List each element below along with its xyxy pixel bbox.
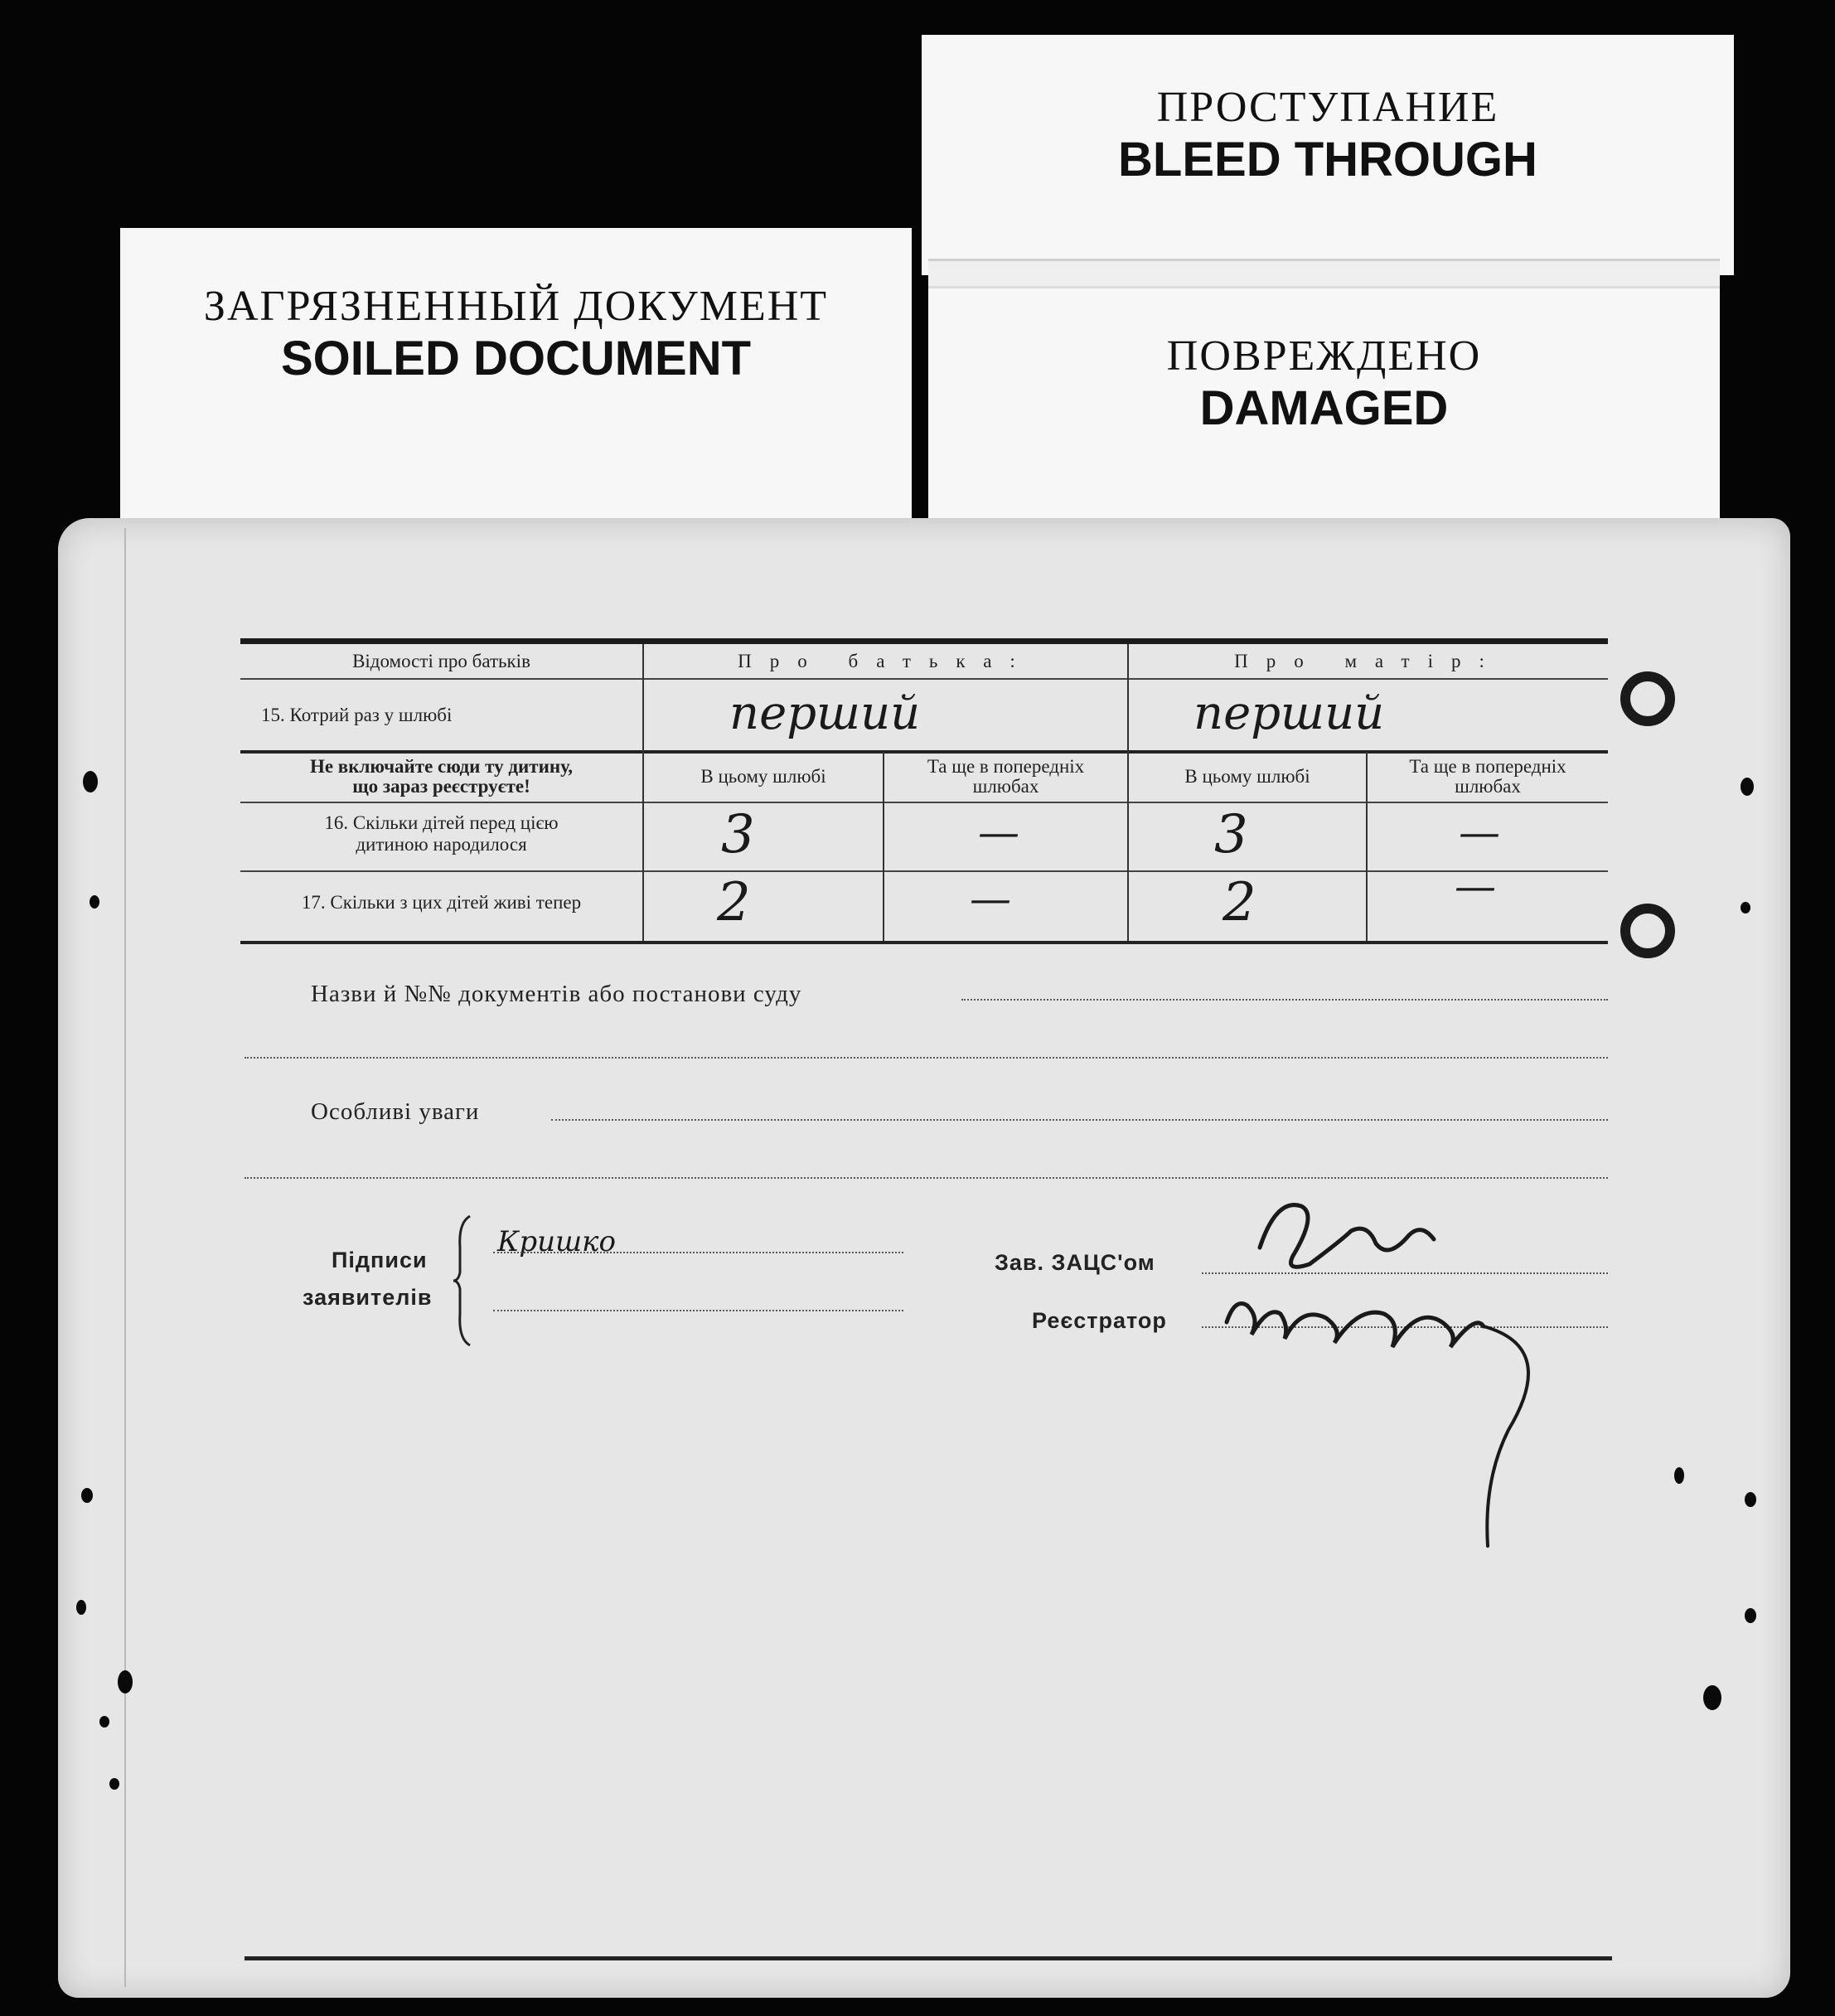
binder-ring bbox=[1620, 904, 1675, 958]
remarks-line bbox=[551, 1119, 1608, 1121]
documents-line-2 bbox=[245, 1057, 1608, 1059]
table-rule bbox=[240, 870, 1608, 872]
mother-prev-marriages-header-line2: шлюбах bbox=[1455, 776, 1521, 797]
soiled-label-ru: ЗАГРЯЗНЕННЫЙ ДОКУМЕНТ bbox=[203, 283, 829, 330]
binder-ring bbox=[1620, 671, 1675, 726]
head-of-registry-label: Зав. ЗАЦС'ом bbox=[995, 1250, 1155, 1275]
table-rule bbox=[240, 678, 1608, 680]
signature-line-1 bbox=[493, 1252, 903, 1253]
soiled-document-card bbox=[120, 228, 912, 526]
row16-mother-this: 3 bbox=[1214, 804, 1248, 865]
card-band bbox=[928, 259, 1720, 288]
signatures-label-line2: заявителів bbox=[303, 1285, 433, 1310]
exclude-child-note-line1: Не включайте сюди ту дитину, bbox=[309, 756, 574, 777]
row17-father-this: 2 bbox=[717, 872, 751, 933]
documents-line bbox=[961, 999, 1608, 1001]
row15-label: 15. Котрий раз у шлюбі bbox=[261, 705, 453, 725]
punch-hole bbox=[1745, 1608, 1756, 1623]
damaged-card bbox=[928, 259, 1720, 532]
table-top-rule bbox=[240, 638, 1608, 644]
table-rule bbox=[240, 802, 1608, 803]
damaged-label-en: DAMAGED bbox=[1199, 381, 1449, 435]
signature-line-2 bbox=[493, 1310, 903, 1311]
father-prev-marriages-header-line2: шлюбах bbox=[972, 776, 1039, 797]
row17-mother-this: 2 bbox=[1223, 872, 1256, 933]
bleed-label-ru: ПРОСТУПАНИЕ bbox=[1156, 84, 1499, 131]
page-fold-edge bbox=[124, 528, 126, 1987]
damaged-label-ru: ПОВРЕЖДЕНО bbox=[1166, 332, 1482, 380]
table-col-line bbox=[642, 644, 644, 941]
table-col-line bbox=[1127, 644, 1129, 941]
applicant-signature: Кришко bbox=[497, 1225, 616, 1258]
row16-father-prev: — bbox=[978, 808, 1019, 856]
punch-hole bbox=[83, 771, 98, 792]
father-this-marriage-header: В цьому шлюбі bbox=[700, 766, 826, 787]
row15-father-value: перший bbox=[729, 686, 921, 740]
official-signatures-drawing bbox=[1210, 1181, 1542, 1571]
punch-hole bbox=[1741, 778, 1754, 796]
bleed-label-en: BLEED THROUGH bbox=[1118, 133, 1537, 187]
header-mother: Про матір: bbox=[1234, 651, 1503, 671]
punch-hole bbox=[1741, 902, 1750, 914]
header-parents-info: Відомості про батьків bbox=[352, 651, 530, 671]
punch-hole bbox=[1674, 1467, 1684, 1484]
documents-label: Назви й №№ документів або постанови суду bbox=[311, 981, 802, 1007]
table-rule bbox=[240, 750, 1608, 754]
page-bottom-rule bbox=[245, 1956, 1612, 1960]
punch-hole bbox=[1703, 1685, 1721, 1710]
row17-mother-prev: — bbox=[1455, 862, 1496, 910]
row17-father-prev: — bbox=[970, 875, 1011, 923]
row16-mother-prev: — bbox=[1459, 808, 1500, 856]
signatures-label-line1: Підписи bbox=[332, 1248, 428, 1272]
registrar-label: Реєстратор bbox=[1032, 1308, 1167, 1333]
remarks-label: Особливі уваги bbox=[311, 1098, 480, 1125]
soiled-label-en: SOILED DOCUMENT bbox=[280, 332, 752, 385]
row16-label-line2: дитиною народилося bbox=[356, 834, 527, 855]
father-prev-marriages-header-line1: Та ще в попередніх bbox=[927, 756, 1085, 777]
row16-father-this: 3 bbox=[721, 804, 755, 865]
header-father: Про батька: bbox=[738, 651, 1034, 671]
exclude-child-note-line2: що зараз реєструєте! bbox=[352, 776, 530, 797]
punch-hole bbox=[76, 1600, 86, 1615]
mother-prev-marriages-header-line1: Та ще в попередніх bbox=[1409, 756, 1566, 777]
row15-mother-value: перший bbox=[1193, 686, 1385, 740]
table-rule bbox=[240, 941, 1608, 944]
bleed-through-card bbox=[922, 35, 1734, 275]
row17-label: 17. Скільки з цих дітей живі тепер bbox=[301, 892, 582, 913]
row16-label-line1: 16. Скільки дітей перед цією bbox=[324, 812, 559, 833]
punch-hole bbox=[1745, 1492, 1756, 1507]
remarks-line-2 bbox=[245, 1177, 1608, 1179]
punch-hole bbox=[81, 1488, 93, 1503]
punch-hole bbox=[90, 895, 99, 909]
punch-hole bbox=[118, 1670, 133, 1694]
punch-hole bbox=[99, 1716, 109, 1728]
mother-this-marriage-header: В цьому шлюбі bbox=[1184, 766, 1310, 787]
punch-hole bbox=[109, 1778, 119, 1790]
signatures-bracket bbox=[452, 1214, 477, 1347]
